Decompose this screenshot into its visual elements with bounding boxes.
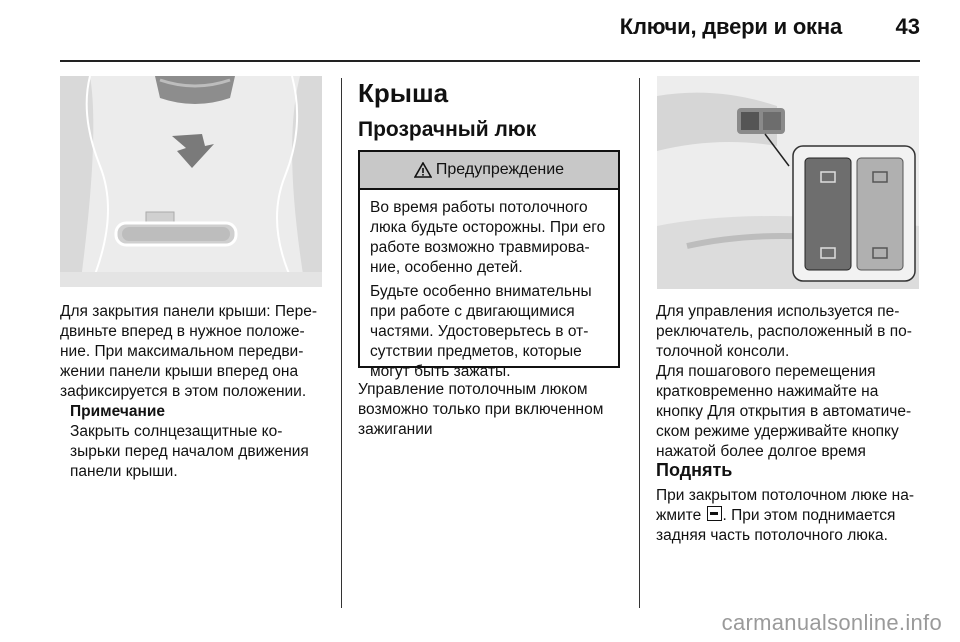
right-paragraph-2 (656, 362, 924, 462)
roof-switch-drawing (657, 76, 919, 289)
middle-paragraph-text: Управление потолочным люком возможно только при включенном зажигании (358, 381, 604, 438)
right-paragraph-1 (656, 302, 924, 362)
right-paragraph-3-text (656, 486, 924, 546)
page-header-title: Ключи, двери и окна (619, 14, 842, 39)
section-title: Крыша (358, 78, 449, 108)
raise-subtitle: Поднять (656, 460, 733, 480)
warning-box (358, 150, 620, 380)
tilt-button-icon (707, 506, 722, 521)
warning-body (360, 190, 618, 382)
right-paragraph-2-text: Для пошагового перемещения кратковременно нажимайте на кнопку Для открытия в автоматиче-ском режиме удерживайте кнопку нажатой более долгое время (656, 363, 912, 460)
page-number: 43 (895, 14, 920, 39)
roof-panel-drawing (60, 76, 322, 287)
right-paragraph-3 (656, 486, 924, 546)
roof-switch-illustration (657, 76, 919, 289)
roof-panel-illustration (60, 76, 322, 287)
note-text: Закрыть солнцезащитные ко-зырьки перед началом движения панели крыши. (70, 423, 309, 480)
right-paragraph-1-text: Для управления используется пе-реключатель, расположенный в по-толочной консоли. (656, 303, 912, 360)
raise-instruction-end: . При этом поднимается задняя часть потолочного люка. (656, 507, 896, 544)
note-title: Примечание (70, 403, 165, 420)
middle-paragraph (358, 380, 628, 440)
column-divider (341, 78, 342, 608)
left-paragraph (60, 302, 326, 402)
warning-paragraph-2: Будьте особенно внимательны при работе с двигающимися частями. Удостоверьтесь в от-сутствии предметов, которые могут быть зажаты. (370, 283, 592, 380)
column-divider (639, 78, 640, 608)
warning-paragraph-1: Во время работы потолочного люка будьте осторожны. При его работе возможно травмирова-ние, особенно детей. (370, 199, 606, 276)
header-divider (60, 60, 920, 62)
watermark: carmanualsonline.info (721, 610, 942, 635)
warning-triangle-icon (414, 162, 432, 178)
subsection-title: Прозрачный люк (358, 118, 537, 141)
warning-title: Предупреждение (435, 161, 565, 178)
raise-instruction-start: При закрытом потолочном люке на-жмите (656, 487, 914, 524)
left-paragraph-text: Для закрытия панели крыши: Пере-двиньте вперед в нужное положе-ние. При максимальном передви-жении панели крыши вперед она зафиксируется в этом положении. (60, 303, 318, 400)
note-block (70, 402, 326, 482)
warning-header (360, 152, 618, 190)
